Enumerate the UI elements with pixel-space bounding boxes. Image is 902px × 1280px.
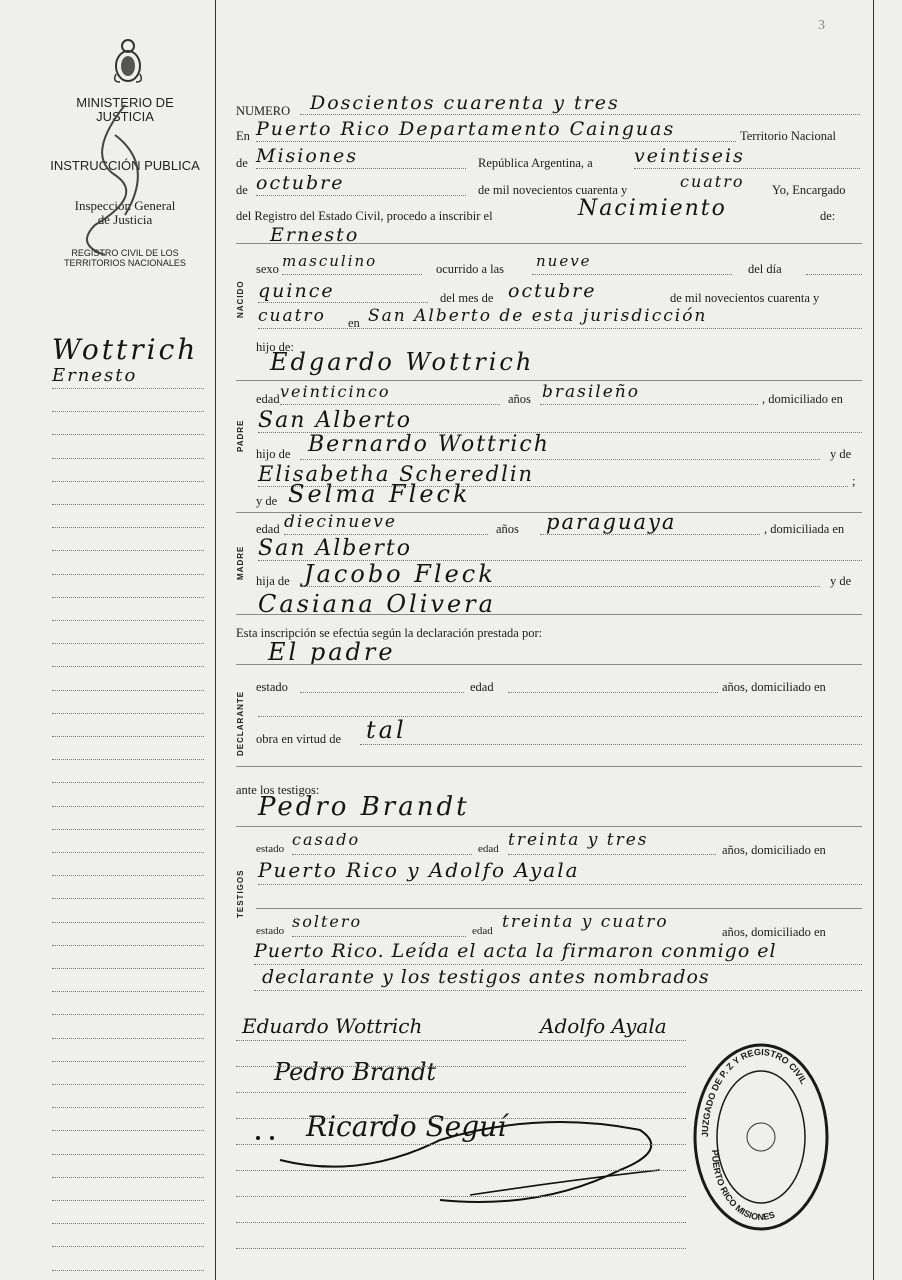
- margin-ruled-line: [52, 898, 204, 899]
- territorio-label: Territorio Nacional: [740, 129, 836, 143]
- registry-stamp: [690, 1040, 832, 1235]
- margin-ruled-line: [52, 1061, 204, 1062]
- padre-edad: veinticinco: [280, 382, 391, 401]
- testigo-1: Pedro Brandt: [258, 792, 470, 822]
- estado-label: estado: [256, 680, 288, 694]
- padre-domicilio: San Alberto: [258, 408, 412, 433]
- ministry-line: MINISTERIO DE JUSTICIA: [76, 95, 174, 125]
- edad2-label: edad: [472, 925, 493, 937]
- dotted-line: [254, 964, 862, 965]
- dotted-line: [540, 404, 758, 405]
- domiciliado-label: años, domiciliado en: [722, 680, 826, 694]
- margin-ruled-line: [52, 458, 204, 459]
- registry-line: REGISTRO CIVIL DE LOS: [71, 248, 179, 259]
- ante-testigos-label: ante los testigos:: [236, 783, 320, 797]
- anios-label: años: [496, 522, 519, 536]
- month-value: octubre: [256, 172, 345, 194]
- de3-label: de:: [820, 209, 836, 223]
- dotted-line: [292, 936, 466, 937]
- abuelo-paterno: Bernardo Wottrich: [308, 432, 550, 457]
- margin-ruled-line: [52, 736, 204, 737]
- domiciliada-label: , domiciliada en: [764, 522, 845, 536]
- nacido-side-label: NACIDO: [236, 280, 245, 318]
- margin-ruled-line: [52, 1084, 204, 1085]
- dotted-line: [532, 274, 732, 275]
- name-value: Ernesto: [270, 224, 360, 246]
- de-label: de: [236, 156, 248, 170]
- edad-label: edad: [256, 522, 280, 536]
- anios-label: años: [508, 392, 531, 406]
- signature-4: Ricardo Seguí: [306, 1110, 507, 1143]
- page-mark: 3: [818, 18, 825, 33]
- body-ruled-line: [236, 1040, 686, 1041]
- padre-nombre: Edgardo Wottrich: [270, 348, 535, 376]
- abuela-materna: Casiana Olivera: [258, 590, 496, 618]
- margin-ruled-line: [52, 1154, 204, 1155]
- margin-given-name: Ernesto: [52, 365, 138, 386]
- margin-surname: Wottrich: [52, 333, 199, 366]
- numero-label: NUMERO: [236, 104, 291, 118]
- dotted-line: [508, 854, 716, 855]
- margin-ruled-line: [52, 527, 204, 528]
- margin-ruled-line: [52, 991, 204, 992]
- rule-line: [236, 614, 862, 615]
- hijo-de-label: hijo de: [256, 447, 291, 461]
- dia-value: quince: [258, 280, 335, 302]
- margin-ruled-line: [52, 388, 204, 389]
- estado1-value: casado: [292, 830, 361, 849]
- margin-ruled-line: [52, 666, 204, 667]
- numero-value: Doscientos cuarenta y tres: [310, 92, 620, 114]
- dotted-line: [258, 884, 862, 885]
- madre-domicilio: San Alberto: [258, 536, 412, 561]
- y-de-label: y de: [830, 574, 852, 588]
- left-margin-border: [215, 0, 216, 1280]
- registro-label: del Registro del Estado Civil, procedo a inscribir el: [236, 209, 493, 223]
- madre-side-label: MADRE: [236, 545, 245, 580]
- margin-ruled-line: [52, 597, 204, 598]
- en-label: En: [236, 129, 250, 143]
- margin-ruled-line: [52, 690, 204, 691]
- dotted-line: [258, 716, 862, 717]
- hijo-label: hijo de:: [256, 340, 294, 354]
- margin-ruled-line: [52, 806, 204, 807]
- hora-value: nueve: [536, 252, 592, 270]
- declarante-nombre: El padre: [268, 638, 396, 666]
- declarante-side-label: DECLARANTE: [236, 690, 245, 756]
- semicolon: ;: [852, 474, 856, 488]
- stamp-bottom-text: PUERTO RICO MISIONES: [709, 1149, 777, 1223]
- right-margin-border: [873, 0, 874, 1280]
- domiciliado2-label: años, domiciliado en: [722, 925, 826, 939]
- dotted-line: [256, 195, 466, 196]
- rule-line: [236, 380, 862, 381]
- sexo-label: sexo: [256, 262, 279, 276]
- rule-line: [236, 826, 862, 827]
- edad-label: edad: [470, 680, 494, 694]
- body-ruled-line: [236, 1170, 686, 1171]
- madre-nacionalidad: paraguaya: [546, 510, 677, 534]
- margin-ruled-line: [52, 574, 204, 575]
- edad1-label: edad: [478, 843, 499, 855]
- declaracion-intro: Esta inscripción se efectúa según la declaración prestada por:: [236, 626, 543, 640]
- mes-label: del mes de: [440, 291, 494, 305]
- margin-ruled-line: [52, 643, 204, 644]
- encargado-label: Yo, Encargado: [772, 183, 846, 197]
- margin-ruled-line: [52, 759, 204, 760]
- y-de-label: y de: [830, 447, 852, 461]
- ministry-line: de Justicia: [97, 212, 153, 228]
- padre-nacionalidad: brasileño: [542, 382, 640, 402]
- y-de2-label: y de: [256, 494, 278, 508]
- margin-ruled-line: [52, 1177, 204, 1178]
- en-label: en: [348, 316, 360, 330]
- margin-ruled-line: [52, 1014, 204, 1015]
- dotted-line: [508, 692, 718, 693]
- margin-ruled-line: [52, 945, 204, 946]
- margin-ruled-line: [52, 1270, 204, 1271]
- margin-ruled-line: [52, 922, 204, 923]
- margin-ruled-line: [52, 1223, 204, 1224]
- domiciliado-label: , domiciliado en: [762, 392, 843, 406]
- madre-edad: diecinueve: [284, 512, 397, 532]
- republica-label: República Argentina, a: [478, 156, 593, 170]
- sexo-value: masculino: [282, 252, 378, 270]
- margin-ruled-line: [52, 481, 204, 482]
- edad1-value: treinta y tres: [508, 830, 649, 850]
- domiciliado1-label: años, domiciliado en: [722, 843, 826, 857]
- dotted-line: [256, 141, 736, 142]
- dotted-line: [300, 114, 860, 115]
- margin-ruled-line: [52, 620, 204, 621]
- margin-ruled-line: [52, 852, 204, 853]
- signature-2: Adolfo Ayala: [540, 1014, 667, 1038]
- lugar-value: San Alberto de esta jurisdicción: [368, 306, 708, 326]
- territory-value: Misiones: [256, 145, 359, 167]
- dotted-line: [806, 274, 862, 275]
- body-ruled-line: [236, 1118, 686, 1119]
- dotted-line: [360, 744, 862, 745]
- rule-line: [236, 664, 862, 665]
- ministry-line: Inspección General: [74, 197, 176, 213]
- hija-de-label: hija de: [256, 574, 290, 588]
- dotted-line: [300, 692, 464, 693]
- act-value: Nacimiento: [578, 196, 727, 221]
- body-ruled-line: [236, 1196, 686, 1197]
- registry-line: TERRITORIOS NACIONALES: [64, 258, 186, 269]
- body-ruled-line: [236, 1066, 686, 1067]
- margin-ruled-line: [52, 434, 204, 435]
- obra-label: obra en virtud de: [256, 732, 342, 746]
- rule-line: [256, 908, 862, 909]
- signature-3: Pedro Brandt: [274, 1058, 437, 1086]
- rule-line: [236, 243, 862, 244]
- margin-ruled-line: [52, 1038, 204, 1039]
- edad-label: edad: [256, 392, 280, 406]
- body-ruled-line: [236, 1092, 686, 1093]
- body-ruled-line: [236, 1248, 686, 1249]
- margin-ruled-line: [52, 968, 204, 969]
- estado2-label: estado: [256, 925, 285, 937]
- estado1-label: estado: [256, 843, 285, 855]
- dotted-line: [258, 302, 428, 303]
- body-ruled-line: [236, 1144, 686, 1145]
- abuelo-materno: Jacobo Fleck: [304, 560, 496, 588]
- dotted-line: [254, 990, 862, 991]
- ministry-scribble: [55, 95, 165, 265]
- dotted-line: [282, 274, 422, 275]
- margin-ruled-line: [52, 1130, 204, 1131]
- del-dia-label: del día: [748, 262, 782, 276]
- body-ruled-line: [236, 1222, 686, 1223]
- dotted-line: [540, 534, 760, 535]
- dotted-line: [256, 168, 466, 169]
- margin-ruled-line: [52, 1200, 204, 1201]
- margin-ruled-line: [52, 411, 204, 412]
- stamp-top-text: JUZGADO DE P. Z Y REGISTRO CIVIL: [699, 1046, 809, 1138]
- margin-ruled-line: [52, 713, 204, 714]
- margin-ruled-line: [52, 782, 204, 783]
- ocurrido-label: ocurrido a las: [436, 262, 505, 276]
- dotted-line: [280, 404, 500, 405]
- day-value: veintiseis: [634, 145, 745, 167]
- abuela-paterna: Elisabetha Scheredlin: [258, 462, 535, 486]
- margin-ruled-line: [52, 1107, 204, 1108]
- rule-line: [236, 766, 862, 767]
- de2-label: de: [236, 183, 248, 197]
- place-value: Puerto Rico Departamento Cainguas: [256, 118, 676, 140]
- estado2-value: soltero: [292, 912, 363, 931]
- signature-1: Eduardo Wottrich: [242, 1014, 423, 1038]
- year-value: cuatro: [680, 172, 745, 191]
- dotted-line: [284, 534, 488, 535]
- margin-ruled-line: [52, 504, 204, 505]
- dotted-line: [292, 854, 472, 855]
- margin-ruled-line: [52, 875, 204, 876]
- dotted-line: [258, 328, 862, 329]
- margin-ruled-line: [52, 1246, 204, 1247]
- anio-label: de mil novecientos cuarenta y: [670, 291, 820, 305]
- closing-line-1: Puerto Rico. Leída el acta la firmaron conmigo el: [254, 940, 777, 962]
- domicilio1: Puerto Rico y Adolfo Ayala: [258, 858, 580, 882]
- margin-ruled-line: [52, 829, 204, 830]
- margin-ruled-line: [52, 550, 204, 551]
- ministry-line: INSTRUCCIÓN PUBLICA: [50, 157, 200, 173]
- edad2-value: treinta y cuatro: [502, 912, 669, 932]
- closing-line-2: declarante y los testigos antes nombrados: [262, 966, 710, 988]
- obra-value: tal: [366, 716, 407, 744]
- coat-of-arms-emblem: [108, 36, 148, 86]
- year-label: de mil novecientos cuarenta y: [478, 183, 628, 197]
- anio-value: cuatro: [258, 306, 326, 326]
- testigos-side-label: TESTIGOS: [236, 869, 245, 918]
- dotted-line: [300, 459, 820, 460]
- mes-value: octubre: [508, 280, 597, 302]
- dotted-line: [300, 586, 820, 587]
- esposa: Selma Fleck: [288, 480, 471, 508]
- dotted-line: [634, 168, 860, 169]
- padre-side-label: PADRE: [236, 419, 245, 452]
